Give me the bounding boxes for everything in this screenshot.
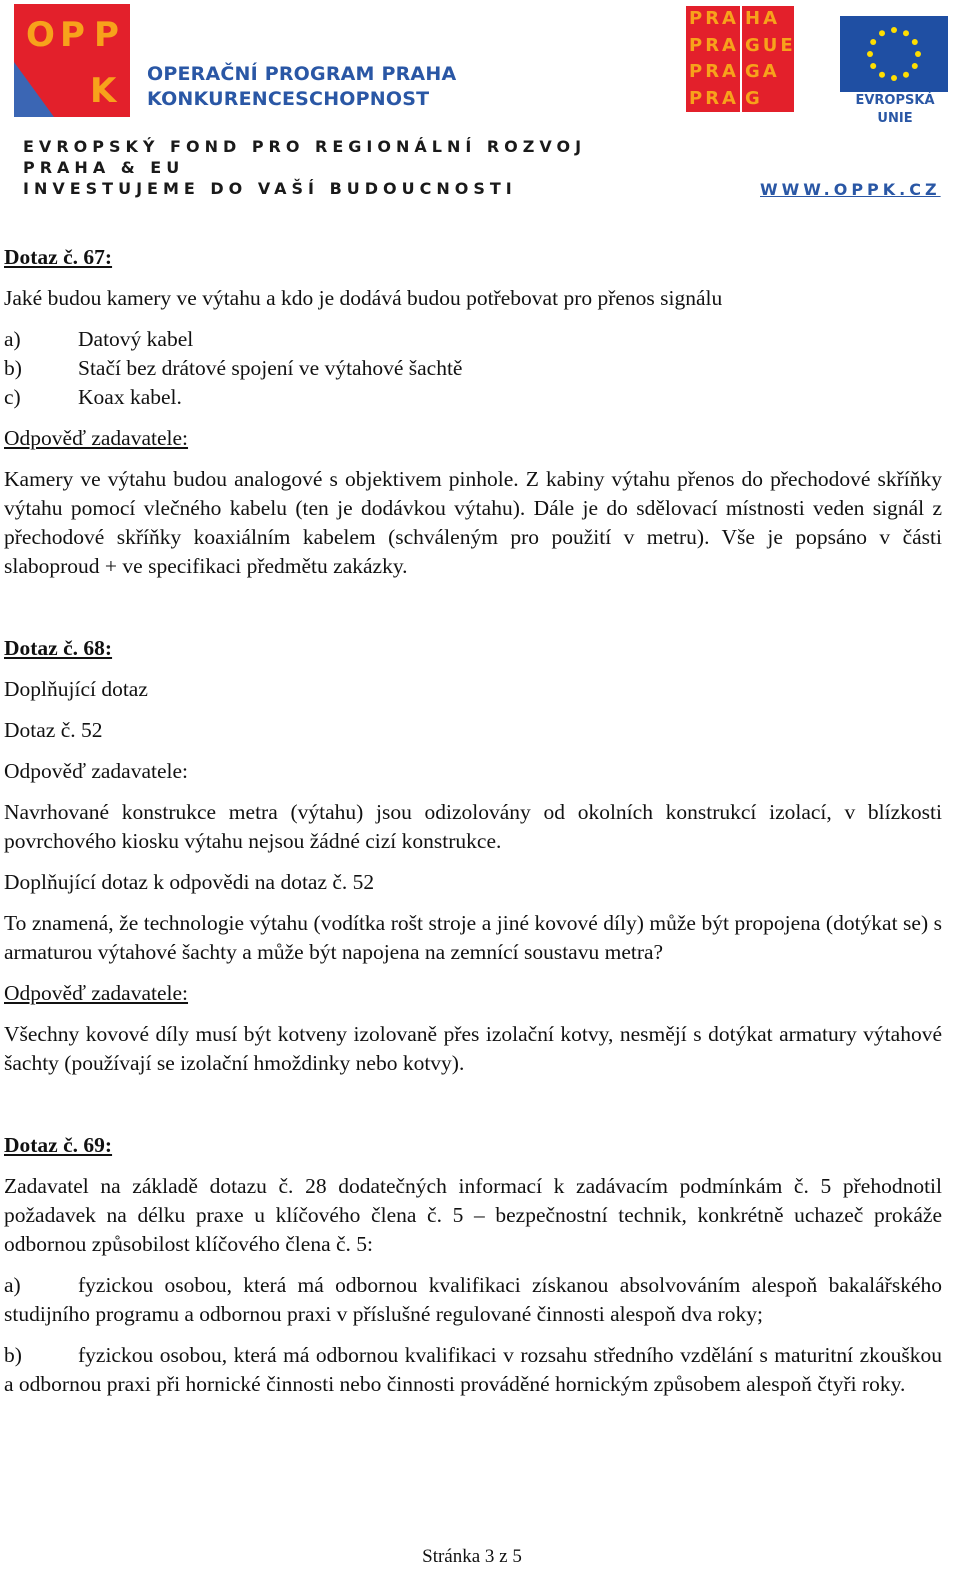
question-68-line: Doplňující dotaz (4, 677, 148, 701)
question-title: Dotaz č. 69: (4, 1133, 113, 1157)
list-text: Datový kabel (78, 327, 194, 351)
eu-stars (840, 16, 948, 92)
program-name-line-1: OPERAČNÍ PROGRAM PRAHA (147, 63, 457, 85)
list-text: Koax kabel. (78, 385, 182, 409)
question-67-title (4, 243, 942, 272)
list-marker: b) (4, 1343, 22, 1367)
question-68-title (4, 634, 942, 663)
web-link[interactable]: WWW.OPPK.CZ (760, 180, 941, 199)
tagline-line-3: INVESTUJEME DO VAŠÍ BUDOUCNOSTI (23, 179, 517, 198)
praha-logo-cell: PRA (689, 34, 739, 56)
question-68-line: Odpověď zadavatele: (4, 759, 189, 783)
praha-logo-cell: HA (740, 6, 794, 33)
question-67-text: Jaké budou kamery ve výtahu a kdo je dodává budou potřebovat pro přenos signálu (4, 286, 723, 310)
list-text: Stačí bez drátové spojení ve výtahové šachtě (78, 356, 463, 380)
answer-68-label-row (4, 979, 942, 1008)
list-item (4, 1341, 942, 1399)
list-marker: a) (4, 1273, 21, 1297)
tagline-line-1: EVROPSKÝ FOND PRO REGIONÁLNÍ ROZVOJ (23, 137, 587, 156)
answer-label: Odpověď zadavatele: (4, 426, 189, 450)
list-text: fyzickou osobou, která má odbornou kvalifikaci v rozsahu středního vzdělání s maturitní zkouškou a odbornou praxi při hornické činnosti nebo činnosti prováděné hornickým způsobem alespoň čtyři roky. (4, 1343, 942, 1396)
eu-flag-icon (840, 16, 948, 92)
praha-logo-cell: PRA (689, 61, 739, 82)
question-title: Dotaz č. 68: (4, 636, 113, 660)
list-marker: b) (4, 356, 22, 380)
praha-logo-cell: PRA (689, 87, 739, 109)
program-name (147, 62, 456, 112)
eu-caption: EVROPSKÁ UNIE (855, 93, 935, 126)
oppk-logo-wedge (14, 62, 54, 117)
answer-67-text: Kamery ve výtahu budou analogové s objektivem pinhole. Z kabiny výtahu přenos do přechodové skříňky výtahu pomocí vlečného kabelu (ten je dodávkou výtahu). Dále je do sdělovací místnosti veden signál z přechodové skříňky koaxiálním kabelem (schváleným pro použití v metru). Vše je popsáno v části slaboproud + ve specifikaci předmětu zakázky. (4, 467, 942, 578)
oppk-logo-letter: O (26, 15, 55, 55)
question-69-title (4, 1131, 942, 1160)
list-item (4, 1271, 942, 1329)
answer-67-label-row (4, 424, 942, 453)
praha-logo-cell: PRA (689, 8, 739, 29)
answer-68-text: Všechny kovové díly musí být kotveny izolovaně přes izolační kotvy, nesmějí s dotýkat armatury výtahové šachty (používají se izolační hmoždinky nebo kotvy). (4, 1022, 942, 1075)
list-text: fyzickou osobou, která má odbornou kvalifikaci získanou absolvováním alespoň bakalářského studijního programu a odbornou praxi v příslušné regulované činnosti alespoň dva roky; (4, 1273, 942, 1326)
program-name-line-2: KONKURENCESCHOPNOST (147, 88, 430, 110)
praha-logo (686, 6, 794, 112)
tagline-line-2: PRAHA & EU (23, 158, 185, 177)
oppk-logo-letter: K (90, 71, 117, 111)
oppk-logo-letter: P (60, 15, 85, 55)
praha-logo-cell: GA (740, 59, 794, 86)
question-68-paragraph: To znamená, že technologie výtahu (vodítka rošt stroje a jiné kovové díly) může být propojena (dotýkat se) s armaturou výtahové šachty a může být napojena na zemnící soustavu metra? (4, 911, 942, 964)
question-67-options (4, 325, 942, 412)
list-item (4, 383, 942, 412)
page-header (0, 0, 960, 210)
list-marker: c) (4, 385, 21, 409)
question-68-line: Doplňující dotaz k odpovědi na dotaz č. 52 (4, 870, 375, 894)
tagline (23, 136, 586, 199)
list-item (4, 325, 942, 354)
page-number: Stránka 3 z 5 (422, 1546, 522, 1567)
question-68-paragraph: Navrhované konstrukce metra (výtahu) jsou odizolovány od okolních konstrukcí izolací, v blízkosti povrchového kiosku výtahu nejsou žádné cizí konstrukce. (4, 800, 942, 853)
list-item (4, 354, 942, 383)
praha-logo-cell: GUE (740, 33, 794, 60)
document-body (4, 243, 942, 1399)
question-69-intro: Zadavatel na základě dotazu č. 28 dodatečných informací k zadávacím podmínkám č. 5 přehodnotil požadavek na délku praxe u klíčového člena č. 5 – bezpečnostní technik, konkrétně uchazeč prokáže odbornou způsobilost klíčového člena č. 5: (4, 1174, 942, 1256)
question-title: Dotaz č. 67: (4, 245, 113, 269)
question-68-line: Dotaz č. 52 (4, 718, 103, 742)
oppk-logo-letter: P (94, 15, 119, 55)
list-marker: a) (4, 327, 21, 351)
answer-label: Odpověď zadavatele: (4, 981, 189, 1005)
praha-logo-cell: G (740, 86, 794, 113)
oppk-logo (14, 4, 130, 117)
